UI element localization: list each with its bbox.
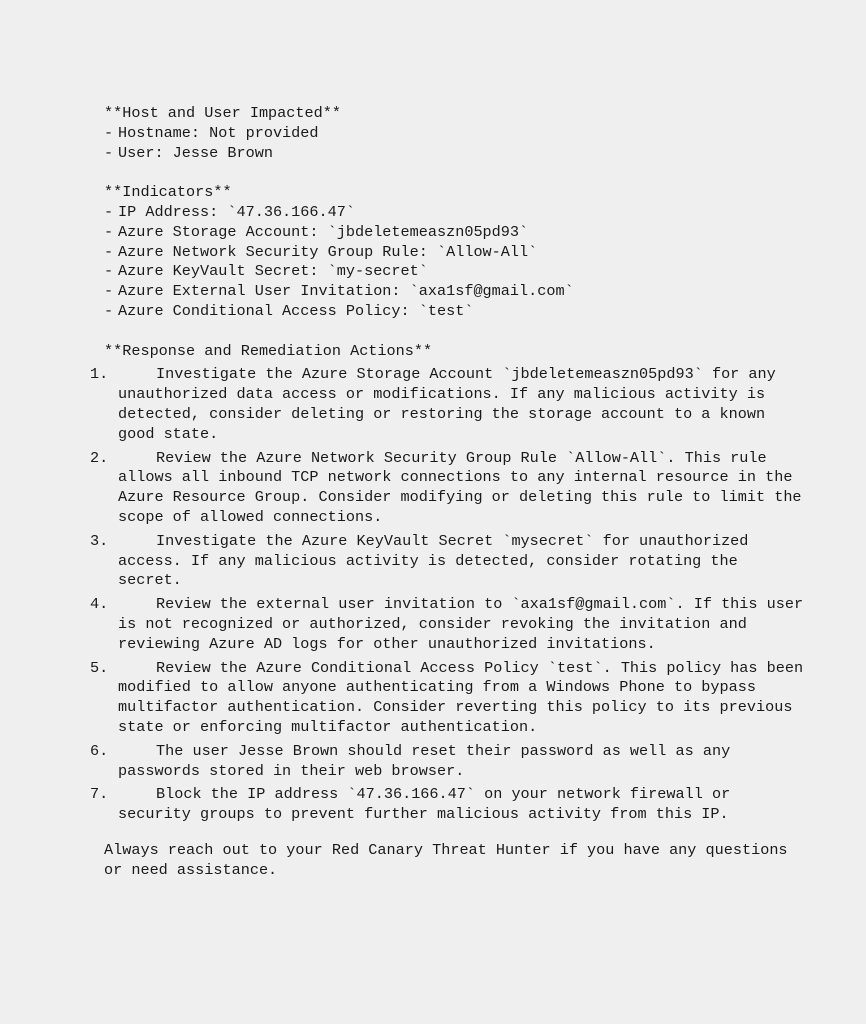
actions-list: [90, 365, 804, 825]
bullet-item: [104, 124, 804, 144]
action-item-2: [90, 448, 804, 528]
bullet-item: [104, 144, 804, 164]
indicator-external-invitation: Azure External User Invitation: `axa1sf@gmail.com`: [118, 282, 574, 301]
indicators-heading: **Indicators**: [104, 183, 232, 202]
report-document: [90, 104, 804, 880]
action-number: 1.: [90, 365, 109, 384]
action-text: Review the Azure Conditional Access Policy `test`. This policy has been modified to allow anyone authenticating from a Windows Phone to bypass multifactor authentication. Consider reverting this policy to its previous state or enforcing multifactor authentication.: [118, 658, 804, 736]
action-item-5: [90, 658, 804, 738]
action-item-7: [90, 785, 804, 825]
action-item-6: [90, 741, 804, 782]
indicator-item: [104, 243, 804, 263]
host-section-heading: **Host and User Impacted**: [104, 104, 341, 122]
action-number: 4.: [90, 595, 109, 614]
action-text: The user Jesse Brown should reset their password as well as any passwords stored in their web browser.: [118, 741, 731, 780]
actions-heading: **Response and Remediation Actions**: [104, 341, 433, 360]
action-text: Review the external user invitation to `axa1sf@gmail.com`. If this user is not recognized or authorized, consider revoking the invitation and reviewing Azure AD logs for other unauthorized invitations.: [118, 595, 804, 653]
action-item-1: [90, 365, 804, 444]
action-text: Investigate the Azure Storage Account `jbdeletemeaszn05pd93` for any unauthorized data access or modifications. If any malicious activity is detected, consider deleting or restoring the storage account to a known good state.: [118, 365, 776, 443]
indicator-item: [104, 223, 804, 243]
action-number: 5.: [90, 658, 109, 677]
action-number: 6.: [90, 741, 109, 760]
spacer: [104, 163, 804, 183]
indicator-item: [104, 302, 804, 322]
bullet-dash: -: [104, 282, 114, 301]
indicator-nsg-rule: Azure Network Security Group Rule: `Allow-All`: [118, 242, 538, 261]
action-number: 2.: [90, 448, 109, 467]
bullet-dash: -: [104, 242, 114, 261]
bullet-dash: -: [104, 222, 114, 241]
action-text: Review the Azure Network Security Group Rule `Allow-All`. This rule allows all inbound TCP network connections to any internal resource in the Azure Resource Group. Consider modifying or deleting this rule to limit the scope of allowed connections.: [118, 448, 802, 526]
bullet-dash: -: [104, 143, 114, 162]
action-number: 7.: [90, 785, 109, 804]
user-item: User: Jesse Brown: [118, 143, 273, 162]
bullet-dash: -: [104, 262, 114, 281]
footer-note: Always reach out to your Red Canary Threat Hunter if you have any questions or need assistance.: [104, 840, 788, 879]
actions-section: [90, 341, 804, 825]
indicator-keyvault-secret: Azure KeyVault Secret: `my-secret`: [118, 262, 428, 281]
action-number: 3.: [90, 531, 109, 550]
indicator-conditional-access: Azure Conditional Access Policy: `test`: [118, 301, 474, 320]
hostname-item: Hostname: Not provided: [118, 123, 319, 142]
action-text: Block the IP address `47.36.166.47` on your network firewall or security groups to prevent further malicious activity from this IP.: [118, 785, 731, 824]
indicator-item: [104, 203, 804, 223]
indicator-item: [104, 262, 804, 282]
spacer: [104, 322, 804, 342]
bullet-dash: -: [104, 123, 114, 142]
action-item-3: [90, 531, 804, 591]
indicators-section: [104, 183, 804, 322]
bullet-dash: -: [104, 202, 114, 221]
bullet-dash: -: [104, 301, 114, 320]
indicator-ip: IP Address: `47.36.166.47`: [118, 202, 355, 221]
action-item-4: [90, 595, 804, 654]
indicator-storage-account: Azure Storage Account: `jbdeletemeaszn05pd93`: [118, 222, 529, 241]
host-section: [104, 104, 804, 163]
action-text: Investigate the Azure KeyVault Secret `mysecret` for unauthorized access. If any malicious activity is detected, consider rotating the secret.: [118, 531, 749, 590]
indicator-item: [104, 282, 804, 302]
